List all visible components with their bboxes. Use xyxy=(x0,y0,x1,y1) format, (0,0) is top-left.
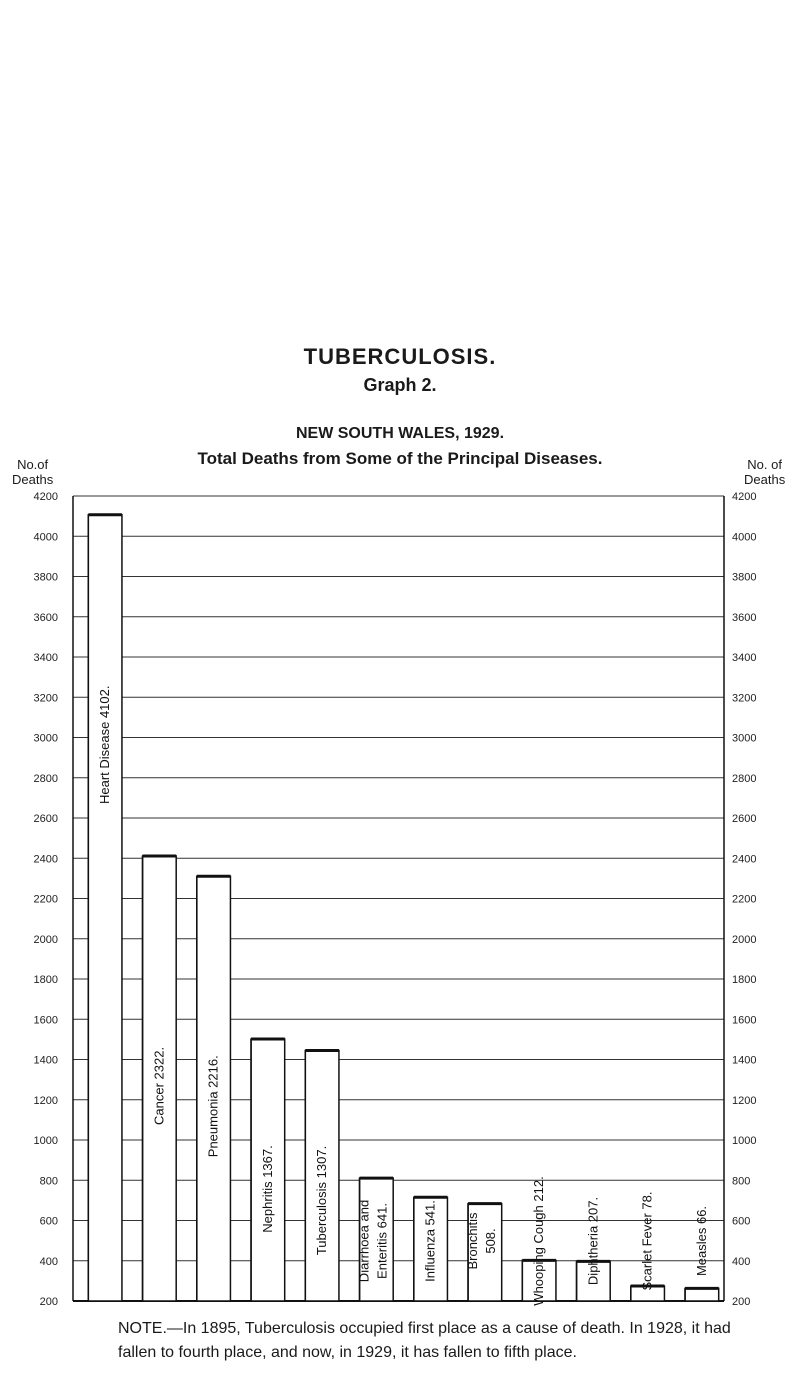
bar-group xyxy=(414,1197,448,1301)
bar xyxy=(88,515,122,1301)
right-tick-label: 2600 xyxy=(732,813,757,825)
bar-label: Pneumonia 2216. xyxy=(205,1055,221,1158)
chart-title: TUBERCULOSIS. xyxy=(303,344,497,369)
bar-label: Cancer 2322. xyxy=(151,1046,167,1125)
right-tick-label: 200 xyxy=(732,1296,751,1308)
bar-group xyxy=(251,1039,285,1301)
right-tick-label: 2400 xyxy=(732,853,757,866)
left-tick-label: 2000 xyxy=(33,933,58,946)
bar xyxy=(685,1288,719,1301)
right-tick-label: 1600 xyxy=(732,1014,757,1027)
bar-group xyxy=(197,876,231,1301)
left-axis-header-line2: Deaths xyxy=(12,472,54,487)
left-tick-label: 3400 xyxy=(33,652,58,664)
right-tick-label: 3600 xyxy=(732,611,757,624)
right-tick-label: 1200 xyxy=(732,1094,757,1107)
left-tick-label: 1400 xyxy=(33,1054,58,1067)
bar-label: Whooping Cough 212. xyxy=(531,1176,547,1306)
right-tick-label: 4200 xyxy=(732,491,757,503)
left-tick-label: 3200 xyxy=(33,692,58,705)
bar-label: Tuberculosis 1307. xyxy=(314,1145,330,1256)
left-tick-label: 1000 xyxy=(33,1135,58,1147)
bar-group xyxy=(305,1050,339,1301)
right-tick-label: 400 xyxy=(732,1255,751,1268)
right-tick-label: 600 xyxy=(732,1215,751,1228)
bar-label: Scarlet Fever 78. xyxy=(639,1191,655,1291)
left-tick-label: 3000 xyxy=(33,732,58,745)
left-tick-label: 2400 xyxy=(33,853,58,866)
right-tick-label: 3000 xyxy=(732,732,757,745)
left-tick-label: 4000 xyxy=(33,531,58,544)
right-tick-label: 3200 xyxy=(732,692,757,705)
left-tick-label: 2200 xyxy=(33,893,58,906)
right-axis-header-line1: No. of xyxy=(747,457,782,472)
bar-label: Bronchitis xyxy=(464,1212,480,1270)
left-tick-label: 1200 xyxy=(33,1094,58,1107)
chart-description: Total Deaths from Some of the Principal Diseases. xyxy=(197,449,603,468)
chart-region-year: NEW SOUTH WALES, 1929. xyxy=(295,425,505,442)
bar-group xyxy=(577,1197,611,1301)
bar-label: Nephritis 1367. xyxy=(259,1145,275,1233)
right-tick-label: 3800 xyxy=(732,571,757,584)
left-tick-label: 4200 xyxy=(33,491,58,503)
left-tick-label: 1600 xyxy=(33,1014,58,1027)
bar-group xyxy=(356,1178,393,1301)
left-tick-label: 800 xyxy=(39,1175,58,1188)
bar-group xyxy=(631,1192,665,1302)
left-tick-label: 3800 xyxy=(33,571,58,584)
bar-label-line2: 508. xyxy=(482,1228,498,1254)
bar-label-line2: Enteritis 641. xyxy=(374,1203,390,1279)
left-tick-label: 600 xyxy=(39,1215,58,1228)
right-tick-label: 800 xyxy=(732,1175,751,1188)
bar-label: Influenza 541. xyxy=(422,1200,438,1282)
right-tick-label: 1800 xyxy=(732,974,757,986)
left-tick-label: 200 xyxy=(39,1296,58,1308)
right-tick-label: 4000 xyxy=(732,531,757,544)
left-tick-label: 3600 xyxy=(33,611,58,624)
right-axis-header-line2: Deaths xyxy=(744,472,786,487)
bar-group xyxy=(465,1204,502,1301)
bar-label: Diarrhoea and xyxy=(356,1199,372,1283)
bar-label: Diphtheria 207. xyxy=(585,1196,601,1286)
left-tick-label: 2600 xyxy=(33,813,58,825)
bar-group xyxy=(143,856,177,1301)
chart-subtitle: Graph 2. xyxy=(363,375,437,395)
right-tick-label: 2000 xyxy=(732,933,757,946)
footnote: NOTE.—In 1895, Tuberculosis occupied first place as a cause of death. In 1928, it had fallen to fourth place, and now, in 1929, it has fallen to fifth place. xyxy=(118,1320,731,1361)
left-tick-label: 1800 xyxy=(33,974,58,986)
left-axis-header-line1: No.of xyxy=(17,457,49,472)
right-tick-label: 2800 xyxy=(732,772,757,785)
bar-label: Measles 66. xyxy=(693,1205,709,1277)
right-tick-label: 3400 xyxy=(732,652,757,664)
bar-group xyxy=(522,1176,556,1305)
bar-group xyxy=(88,515,122,1301)
right-tick-label: 2200 xyxy=(732,893,757,906)
right-tick-label: 1000 xyxy=(732,1135,757,1147)
chart-bars xyxy=(88,515,718,1306)
right-tick-label: 1400 xyxy=(732,1054,757,1067)
left-tick-label: 400 xyxy=(39,1255,58,1268)
left-tick-label: 2800 xyxy=(33,772,58,785)
bar-label: Heart Disease 4102. xyxy=(97,685,113,805)
